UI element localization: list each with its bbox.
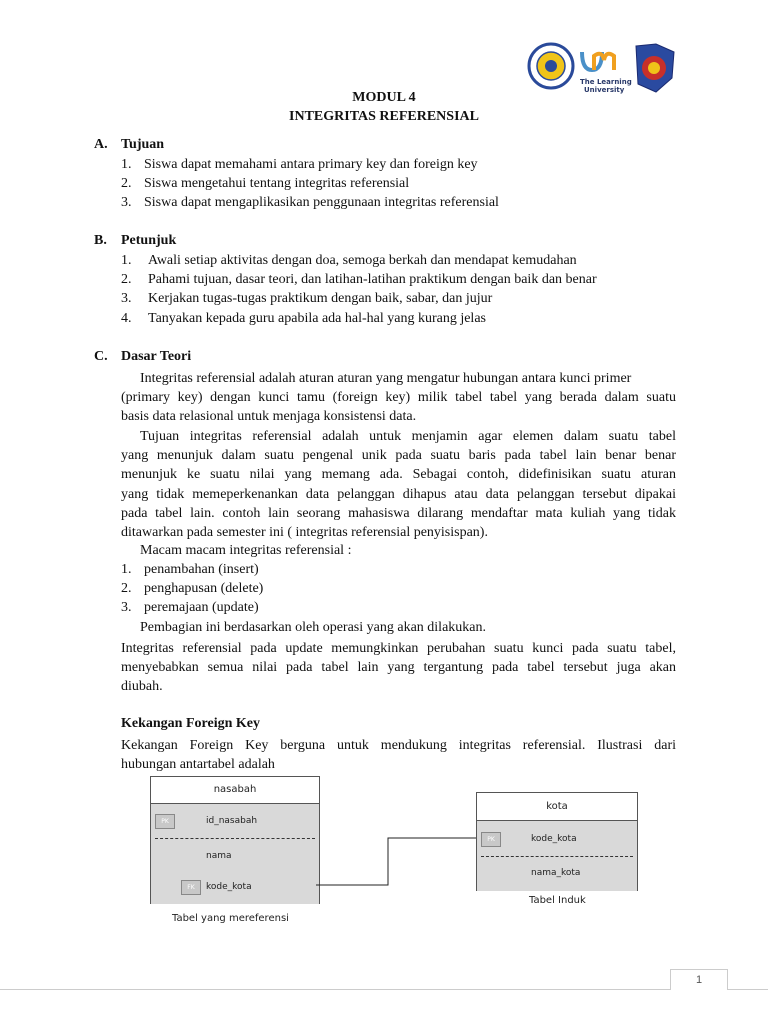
- pk-badge: PK: [481, 832, 501, 847]
- section-b-letter: B.: [94, 233, 107, 248]
- paragraph-line: diubah.: [121, 679, 163, 695]
- paragraph-2: [121, 427, 676, 542]
- list-item-number: 1.: [121, 253, 132, 268]
- list-item-number: 3.: [121, 600, 132, 615]
- paragraph-1: [121, 369, 676, 427]
- section-c-heading: Dasar Teori: [121, 349, 192, 364]
- list-item: Kerjakan tugas-tugas praktikum dengan baik, sabar, dan jujur: [148, 291, 493, 306]
- list-item: penambahan (insert): [144, 562, 259, 577]
- paragraph-line: Kekangan Foreign Key berguna untuk mendukung integritas referensial. Ilustrasi dari: [121, 738, 676, 753]
- page-title: MODUL 4: [352, 90, 416, 105]
- footer-divider: [0, 989, 768, 990]
- caption-right: Tabel Induk: [529, 895, 586, 906]
- list-item-number: 3.: [121, 291, 132, 306]
- logo-text-1: The Learning: [580, 78, 632, 86]
- list-item-number: 2.: [121, 176, 132, 191]
- paragraph-line: Tujuan integritas referensial adalah untuk menjamin agar elemen dalam suatu tabel: [140, 429, 676, 444]
- field-kode-kota: kode_kota: [531, 834, 577, 844]
- page-number: 1: [695, 974, 703, 986]
- list-item: Tanyakan kepada guru apabila ada hal-hal yang kurang jelas: [148, 311, 486, 326]
- field-id-nasabah: id_nasabah: [206, 816, 258, 826]
- table-nasabah: [150, 776, 320, 904]
- paragraph-5: [121, 639, 676, 697]
- list-item-number: 2.: [121, 272, 132, 287]
- key-separator: [481, 856, 633, 857]
- paragraph-line: yang tidak memeperkenankan data pelanggan dihapus atau data pelanggan tersebut dipakai: [121, 486, 676, 502]
- page-number-box: [670, 969, 728, 990]
- list-item: Siswa dapat memahami antara primary key dan foreign key: [144, 157, 478, 172]
- fk-badge: FK: [181, 880, 201, 895]
- list-item: Siswa mengetahui tentang integritas referensial: [144, 176, 410, 191]
- list-item: Pahami tujuan, dasar teori, dan latihan-latihan praktikum dengan baik dan benar: [148, 272, 597, 287]
- paragraph-4: Pembagian ini berdasarkan oleh operasi yang akan dilakukan.: [140, 620, 486, 635]
- fk-heading: Kekangan Foreign Key: [121, 716, 260, 731]
- university-logos: [524, 40, 680, 96]
- paragraph-line: menunjuk ke suatu nilai yang memang ada. Sebagai contoh, didefinisikan suatu aturan: [121, 467, 676, 483]
- list-item: Awali setiap aktivitas dengan doa, semoga berkah dan mendapat kemudahan: [148, 253, 577, 268]
- paragraph-line: Integritas referensial adalah aturan aturan yang mengatur hubungan antara kunci primer: [140, 371, 632, 386]
- paragraph-line: basis data relasional untuk menjaga konsistensi data.: [121, 409, 417, 425]
- caption-left: Tabel yang mereferensi: [172, 913, 289, 924]
- paragraph-line: (primary key) dengan kunci tamu (foreign key) milik tabel tabel yang berada dalam suatu: [121, 390, 676, 406]
- table-nasabah-title: nasabah: [213, 784, 257, 795]
- pk-badge: PK: [155, 814, 175, 829]
- list-item-number: 4.: [121, 311, 132, 326]
- logo-text-2: University: [584, 86, 625, 94]
- list-item: peremajaan (update): [144, 600, 259, 615]
- paragraph-line: hubungan antartabel adalah: [121, 757, 275, 773]
- table-nasabah-body: [151, 803, 319, 904]
- page-subtitle: INTEGRITAS REFERENSIAL: [289, 109, 479, 124]
- fk-paragraph: [121, 736, 676, 774]
- list-item-number: 3.: [121, 195, 132, 210]
- paragraph-line: Integritas referensial pada update memungkinkan perubahan suatu kunci pada suatu tabel,: [121, 641, 676, 656]
- section-a-letter: A.: [94, 137, 108, 152]
- relationship-connector: [316, 832, 478, 892]
- paragraph-line: pada tabel lain. contoh lain seorang mahasiswa dilarang mendaftar mata kuliah yang tidak: [121, 505, 676, 521]
- field-nama-kota: nama_kota: [531, 868, 581, 878]
- list-item-number: 1.: [121, 157, 132, 172]
- field-kode-kota-fk: kode_kota: [206, 882, 252, 892]
- paragraph-line: yang menunjuk dalam suatu pengenal unik pada suatu baris pada tabel lain benar benar: [121, 448, 676, 464]
- key-separator: [155, 838, 315, 839]
- paragraph-3: Macam macam integritas referensial :: [140, 543, 352, 558]
- section-b-heading: Petunjuk: [121, 233, 177, 248]
- paragraph-line: ditawarkan pada semester ini ( integritas referensial penyisispan).: [121, 525, 488, 541]
- list-item-number: 1.: [121, 562, 132, 577]
- list-item: Siswa dapat mengaplikasikan penggunaan integritas referensial: [144, 195, 499, 210]
- header-logos: [524, 40, 680, 96]
- field-nama: nama: [206, 851, 232, 861]
- list-item-number: 2.: [121, 581, 132, 596]
- section-c-letter: C.: [94, 349, 108, 364]
- section-a-heading: Tujuan: [121, 137, 165, 152]
- paragraph-line: menyebabkan semua nilai pada tabel lain yang tergantung pada tabel tersebut juga akan: [121, 660, 676, 676]
- list-item: penghapusan (delete): [144, 581, 264, 596]
- table-kota: [476, 792, 638, 891]
- table-kota-body: [477, 820, 637, 891]
- table-kota-title: kota: [546, 801, 568, 812]
